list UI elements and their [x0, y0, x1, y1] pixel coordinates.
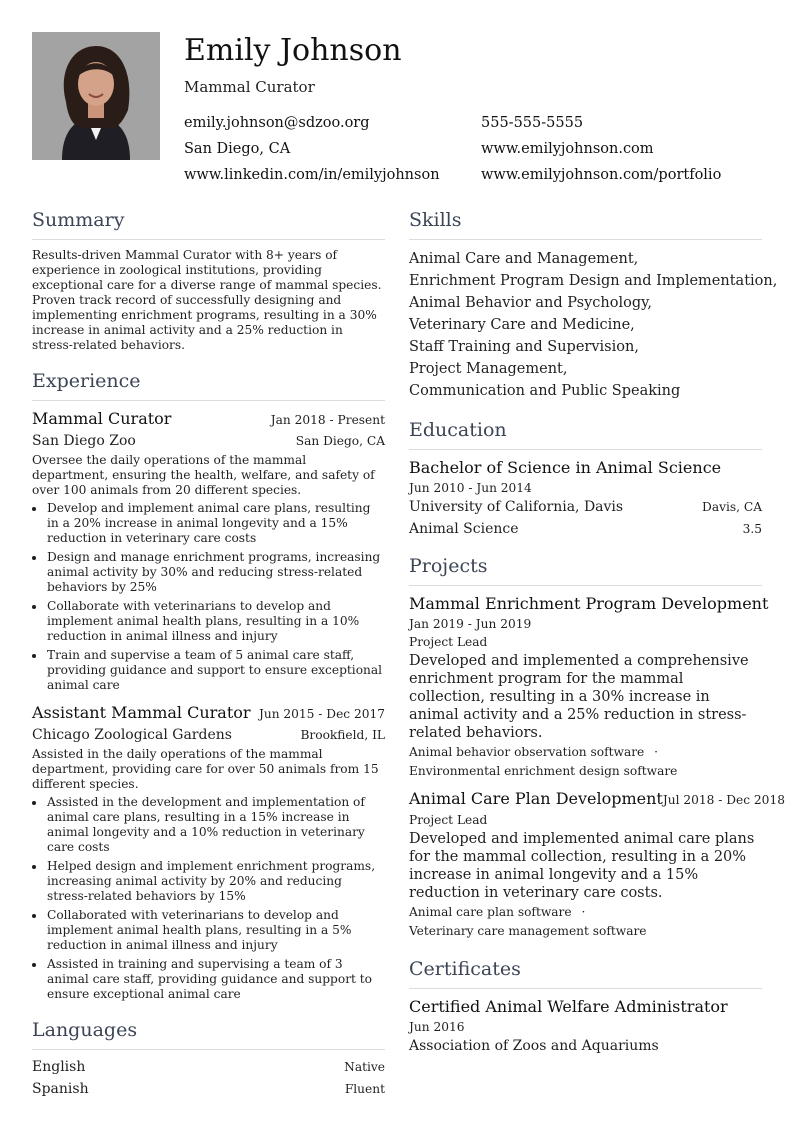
section-title-experience: Experience	[32, 369, 385, 401]
email-link[interactable]: emily.johnson@sdzoo.org	[184, 115, 370, 131]
portfolio-link[interactable]: www.emilyjohnson.com/portfolio	[481, 167, 722, 183]
language-name: English	[32, 1059, 86, 1075]
job-bullet: • Helped design and implement enrichment programs, increasing animal activity by 20% and reducing stress-related behaviors by 15%	[46, 859, 385, 904]
field-of-study: Animal Science	[409, 521, 519, 537]
job-employer: Chicago Zoological Gardens	[32, 727, 232, 743]
project-description: Developed and implemented animal care plans for the mammal collection, resulting in a 20% increase in animal longevity and a 15% reduction in veterinary care costs.	[409, 831, 755, 901]
skill-item: Project Management,	[409, 361, 568, 377]
section-title-skills: Skills	[409, 208, 762, 240]
gpa-value: 3.5	[742, 522, 762, 536]
skills-section	[409, 208, 778, 402]
candidate-title: Mammal Curator	[184, 78, 315, 96]
project-entry	[409, 594, 769, 781]
skill-item: Animal Behavior and Psychology,	[409, 295, 652, 311]
website-link[interactable]: www.emilyjohnson.com	[481, 141, 654, 157]
job-bullet: • Assisted in training and supervising a team of 3 animal care staff, providing guidance and support to ensure exceptional animal care	[46, 957, 385, 1002]
language-row	[32, 1080, 385, 1098]
certificate-name: Certified Animal Welfare Administrator	[409, 997, 728, 1016]
project-dates: Jul 2018 - Dec 2018	[662, 793, 785, 807]
left-column	[32, 208, 385, 1098]
education-dates: Jun 2010 - Jun 2014	[409, 481, 532, 495]
project-role: Project Lead	[409, 813, 488, 827]
language-row	[32, 1058, 385, 1076]
job-bullet: • Design and manage enrichment programs, increasing animal activity by 30% and reducing stress-related behaviors by 25%	[46, 550, 385, 595]
summary-section	[32, 208, 385, 353]
job-bullet: • Collaborated with veterinarians to develop and implement animal health plans, resulting in a 5% reduction in animal illness and injury	[46, 908, 385, 953]
location-text: San Diego, CA	[184, 141, 291, 157]
job-location: San Diego, CA	[295, 434, 385, 448]
phone-number[interactable]: 555-555-5555	[481, 115, 584, 131]
section-title-certificates: Certificates	[409, 957, 762, 989]
certificate-date: Jun 2016	[409, 1020, 465, 1034]
job-summary: Assisted in the daily operations of the mammal department, providing care for over 50 animals from 15 different species.	[32, 747, 379, 791]
job-dates: Jun 2015 - Dec 2017	[258, 707, 385, 721]
linkedin-link[interactable]: www.linkedin.com/in/emilyjohnson	[184, 167, 440, 183]
project-technology: Animal behavior observation software	[409, 745, 645, 759]
job-summary: Oversee the daily operations of the mammal department, ensuring the health, welfare, and safety of over 100 animals from 20 different species.	[32, 453, 375, 497]
job-title: Mammal Curator	[32, 409, 172, 428]
project-technology: Animal care plan software	[409, 905, 572, 919]
skill-item: Communication and Public Speaking	[409, 383, 681, 399]
right-column	[409, 208, 785, 1055]
job-title: Assistant Mammal Curator	[32, 703, 251, 722]
skill-item: Veterinary Care and Medicine,	[409, 317, 635, 333]
school-location: Davis, CA	[702, 500, 762, 514]
job-bullets	[32, 795, 385, 1002]
job-bullets	[32, 501, 385, 693]
job-bullet: • Train and supervise a team of 5 animal care staff, providing guidance and support to ensure exceptional animal care	[46, 648, 385, 693]
project-entry	[409, 789, 785, 941]
school-name: University of California, Davis	[409, 499, 624, 515]
degree-name: Bachelor of Science in Animal Science	[409, 458, 722, 477]
project-role: Project Lead	[409, 635, 488, 649]
job-location: Brookfield, IL	[300, 728, 385, 742]
profile-photo	[32, 32, 160, 160]
languages-section	[32, 1018, 385, 1098]
language-level: Fluent	[344, 1082, 385, 1096]
skill-item: Enrichment Program Design and Implementation,	[409, 273, 778, 289]
section-title-education: Education	[409, 418, 762, 450]
projects-section	[409, 554, 785, 941]
job-employer: San Diego Zoo	[32, 433, 136, 449]
separator-dot: ·	[654, 745, 659, 759]
language-level: Native	[344, 1060, 385, 1074]
section-title-languages: Languages	[32, 1018, 385, 1050]
job-bullet: • Develop and implement animal care plans, resulting in a 20% increase in animal longevity and a 15% reduction in veterinary care costs	[46, 501, 385, 546]
experience-entry	[32, 409, 385, 693]
section-title-summary: Summary	[32, 208, 385, 240]
job-dates: Jan 2018 - Present	[270, 413, 385, 427]
project-name: Mammal Enrichment Program Development	[409, 594, 769, 613]
project-technology: Environmental enrichment design software	[409, 764, 678, 778]
job-bullet: • Assisted in the development and implementation of animal care plans, resulting in a 15% increase in animal longevity and a 10% reduction in veterinary care costs	[46, 795, 385, 855]
language-name: Spanish	[32, 1081, 89, 1097]
certificates-section	[409, 957, 762, 1055]
project-dates: Jan 2019 - Jun 2019	[409, 617, 532, 631]
job-bullet: • Collaborate with veterinarians to develop and implement animal health plans, resulting in a 10% reduction in animal illness and injury	[46, 599, 385, 644]
project-technology: Veterinary care management software	[409, 924, 647, 938]
experience-section	[32, 369, 385, 1002]
skill-item: Staff Training and Supervision,	[409, 339, 639, 355]
experience-entry	[32, 703, 385, 1002]
separator-dot: ·	[581, 905, 586, 919]
summary-text: Results-driven Mammal Curator with 8+ years of experience in zoological institutions, providing exceptional care for a diverse range of mammal species. Proven track record of successfully designing and implementing enrichment programs, resulting in a 30% increase in animal activity and a 25% reduction in stress-related behaviors.	[32, 248, 382, 352]
education-section	[409, 418, 762, 538]
section-title-projects: Projects	[409, 554, 762, 586]
candidate-name: Emily Johnson	[184, 33, 402, 68]
skill-item: Animal Care and Management,	[409, 251, 639, 267]
certificate-issuer: Association of Zoos and Aquariums	[409, 1038, 659, 1054]
project-name: Animal Care Plan Development	[409, 789, 663, 808]
project-description: Developed and implemented a comprehensive enrichment program for the mammal collection, resulting in a 30% increase in animal activity and a 25% reduction in stress-related behaviors.	[409, 653, 749, 741]
